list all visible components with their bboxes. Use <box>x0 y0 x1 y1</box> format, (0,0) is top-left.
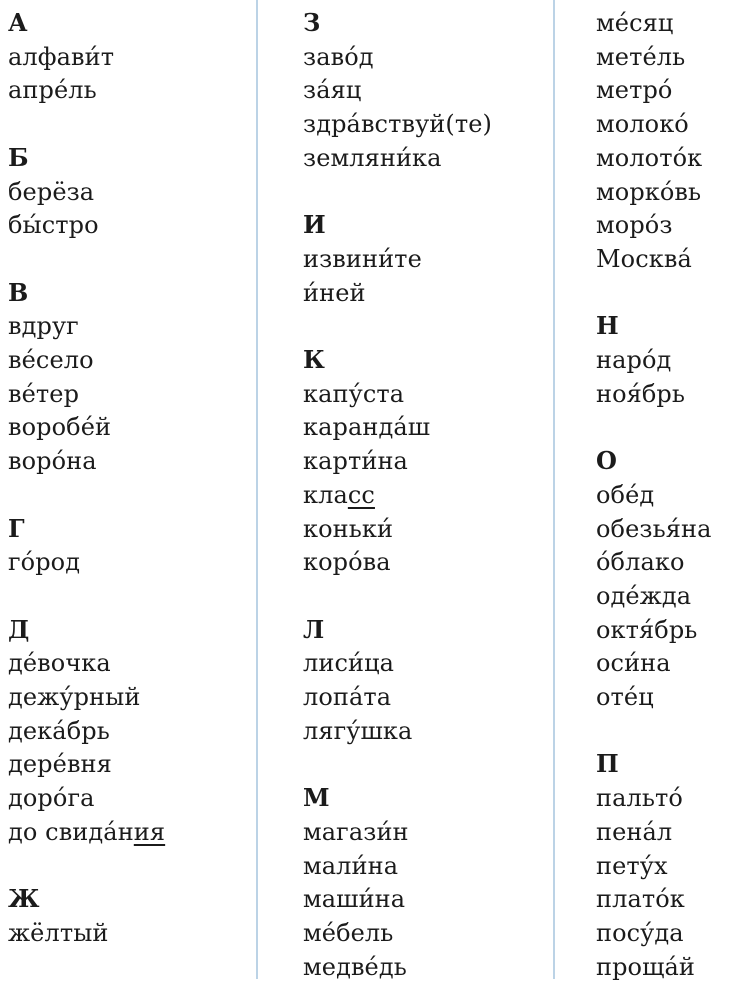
word-entry: оте́ц <box>596 683 654 711</box>
word-entry: ме́бель <box>303 918 394 947</box>
letter-heading: В <box>8 277 29 307</box>
word-entry: маши́на <box>303 885 406 914</box>
column-2 <box>303 0 548 979</box>
word-entry: воробе́й <box>8 413 112 442</box>
word-entry: медве́дь <box>303 952 407 981</box>
word-entry: молоко́ <box>596 110 689 139</box>
word-entry: проща́й <box>596 952 696 981</box>
word-entry: коньки́ <box>303 514 394 543</box>
word-entry: де́вочка <box>8 649 111 678</box>
word-entry: здра́вствуй(те) <box>303 110 493 139</box>
letter-heading: З <box>303 8 321 37</box>
word-entry: лиси́ца <box>303 649 395 678</box>
word-entry: алфави́т <box>8 42 115 71</box>
letter-heading: Б <box>8 142 29 172</box>
column-divider <box>553 0 555 979</box>
underlined-letters: ия <box>133 817 166 846</box>
word-entry: октя́брь <box>596 615 698 644</box>
letter-heading: И <box>303 210 326 240</box>
word-entry: морко́вь <box>596 177 702 206</box>
word-entry: ноя́брь <box>596 379 686 408</box>
word-entry: дека́брь <box>8 716 110 745</box>
word-entry: за́яц <box>303 76 362 105</box>
word-entry: жёлтый <box>8 918 109 947</box>
word-entry: Москва́ <box>596 244 692 273</box>
column-3 <box>596 0 734 979</box>
word-entry: дере́вня <box>8 750 112 779</box>
letter-heading: К <box>303 345 325 374</box>
word-entry: о́блако <box>596 548 685 577</box>
word-entry: класс <box>303 480 375 509</box>
word-entry: заво́д <box>303 42 374 71</box>
word-entry: пету́х <box>596 851 668 880</box>
word-entry: лягу́шка <box>303 716 413 745</box>
word-entry: до свида́ния <box>8 817 166 846</box>
letter-heading: М <box>303 783 330 813</box>
letter-heading: П <box>596 749 619 779</box>
word-entry: обе́д <box>596 480 655 509</box>
word-entry: земляни́ка <box>303 143 442 172</box>
word-entry: бы́стро <box>8 211 99 240</box>
word-entry: апре́ль <box>8 76 97 105</box>
word-entry: моро́з <box>596 211 673 240</box>
word-entry: пена́л <box>596 817 673 846</box>
word-entry: каранда́ш <box>303 413 431 442</box>
column-divider <box>256 0 258 979</box>
word-entry: оде́жда <box>596 581 692 610</box>
word-entry: карти́на <box>303 447 408 476</box>
letter-heading: Ж <box>8 884 40 914</box>
column-1 <box>8 0 248 979</box>
word-entry: мали́на <box>303 851 399 880</box>
letter-heading: Г <box>8 513 25 543</box>
word-entry: оси́на <box>596 649 671 678</box>
word-entry: и́ней <box>303 278 366 307</box>
word-entry: молото́к <box>596 143 703 172</box>
word-entry: вдруг <box>8 312 79 341</box>
word-entry: плато́к <box>596 885 685 914</box>
word-entry: коро́ва <box>303 548 391 577</box>
underlined-letters: сс <box>347 480 375 509</box>
word-entry: наро́д <box>596 346 672 374</box>
letter-heading: О <box>596 446 618 476</box>
word-entry: го́род <box>8 548 81 577</box>
letter-heading: Д <box>8 614 30 644</box>
word-entry: пальто́ <box>596 784 683 813</box>
word-entry: посу́да <box>596 918 684 947</box>
word-entry: мете́ль <box>596 42 686 71</box>
word-entry: дежу́рный <box>8 683 141 711</box>
word-entry: воро́на <box>8 447 97 476</box>
letter-heading: А <box>8 8 28 37</box>
word-entry: ве́тер <box>8 379 80 408</box>
word-entry: извини́те <box>303 244 422 273</box>
word-entry: обезья́на <box>596 514 712 543</box>
word-entry: капу́ста <box>303 379 405 408</box>
letter-heading: Л <box>303 614 325 644</box>
letter-heading: Н <box>596 311 619 341</box>
word-entry: метро́ <box>596 76 673 105</box>
word-entry: магази́н <box>303 817 409 846</box>
word-entry: берёза <box>8 177 95 206</box>
word-entry: ме́сяц <box>596 9 674 37</box>
word-entry: ве́село <box>8 346 94 374</box>
word-entry: доро́га <box>8 784 95 813</box>
word-entry: лопа́та <box>303 683 392 711</box>
